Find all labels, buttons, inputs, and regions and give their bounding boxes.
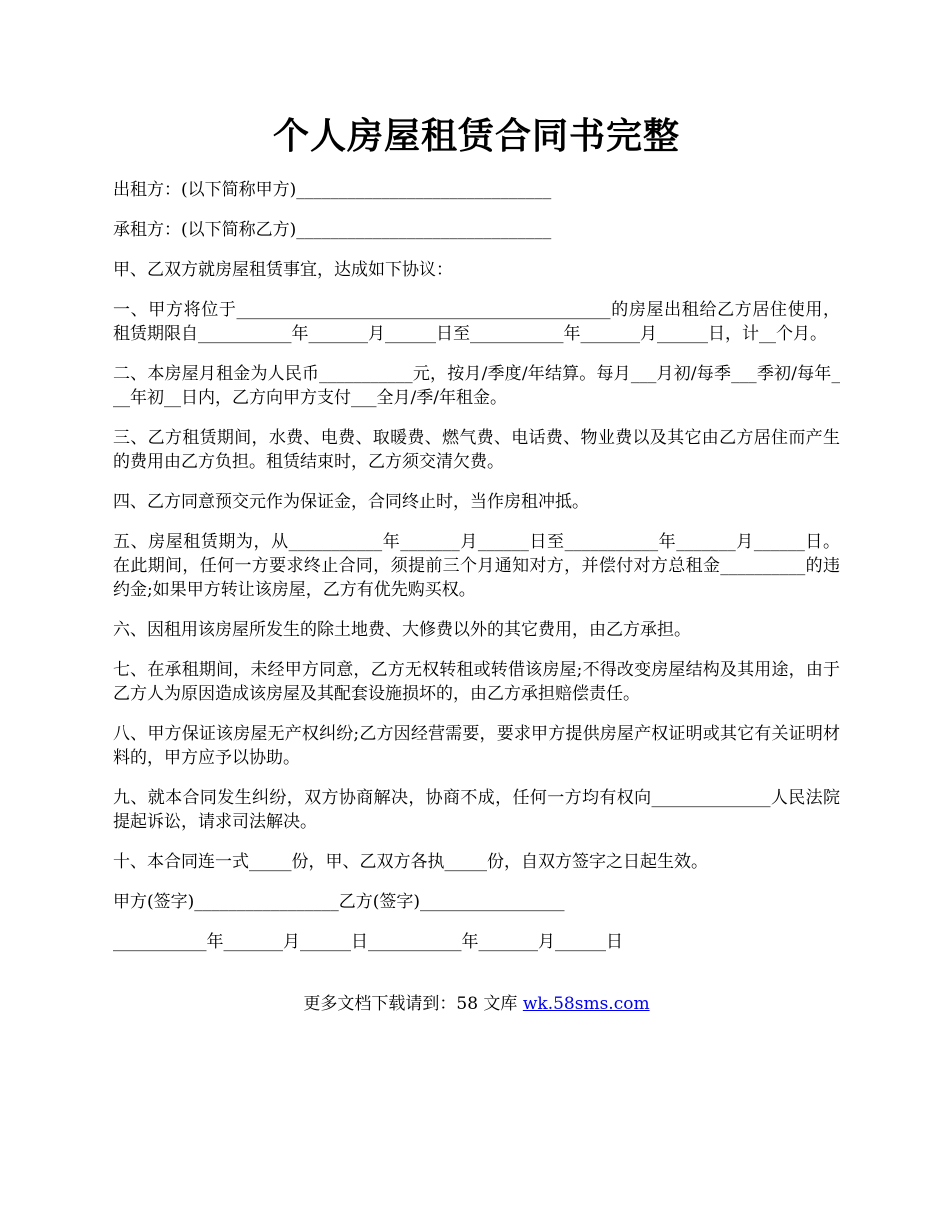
clause-1: 一、甲方将位于____________________________________________的房屋出租给乙方居住使用，租赁期限自___________年_______月______日至___________年_______月______日，计__个月。 <box>113 300 840 344</box>
clause-2: 二、本房屋月租金为人民币___________元，按月/季度/年结算。每月___月初/每季___季初/每年___年初__日内，乙方向甲方支付___全月/季/年租金。 <box>113 364 840 408</box>
footer <box>113 992 840 1016</box>
signature-line: 甲方(签字)_________________乙方(签字)_________________ <box>113 892 565 912</box>
clause-7: 七、在承租期间，未经甲方同意，乙方无权转租或转借该房屋;不得改变房屋结构及其用途，由于乙方人为原因造成该房屋及其配套设施损坏的，由乙方承担赔偿责任。 <box>113 660 840 704</box>
clause-9: 九、就本合同发生纠纷，双方协商解决，协商不成，任何一方均有权向______________人民法院提起诉讼，请求司法解决。 <box>113 788 840 832</box>
footer-link[interactable]: wk.58sms.com <box>522 994 650 1014</box>
clause-10: 十、本合同连一式_____份，甲、乙双方各执_____份，自双方签字之日起生效。 <box>113 852 708 872</box>
clause-8: 八、甲方保证该房屋无产权纠纷;乙方因经营需要，要求甲方提供房屋产权证明或其它有关证明材料的，甲方应予以协助。 <box>113 724 840 768</box>
clause-4: 四、乙方同意预交元作为保证金，合同终止时，当作房租冲抵。 <box>113 492 589 512</box>
clause-lessee: 承租方：(以下简称乙方)______________________________ <box>113 220 552 240</box>
clause-6: 六、因租用该房屋所发生的除土地费、大修费以外的其它费用，由乙方承担。 <box>113 620 691 640</box>
document-body <box>113 178 840 970</box>
footer-text: 更多文档下载请到：58 文库 <box>303 994 523 1014</box>
clause-5: 五、房屋租赁期为，从___________年_______月______日至___________年_______月______日。在此期间，任何一方要求终止合同，须提前三个月通知对方，并偿付对方总租金__________的违约金;如果甲方转让该房屋，乙方有优先购买权。 <box>113 532 840 600</box>
document-title: 个人房屋租赁合同书完整 <box>272 115 680 157</box>
clause-lessor: 出租方：(以下简称甲方)______________________________ <box>113 180 552 200</box>
date-line: ___________年_______月______日___________年_______月______日 <box>113 932 623 952</box>
clause-intro: 甲、乙双方就房屋租赁事宜，达成如下协议： <box>113 260 453 280</box>
clause-3: 三、乙方租赁期间，水费、电费、取暖费、燃气费、电话费、物业费以及其它由乙方居住而产生的费用由乙方负担。租赁结束时，乙方须交清欠费。 <box>113 428 840 472</box>
